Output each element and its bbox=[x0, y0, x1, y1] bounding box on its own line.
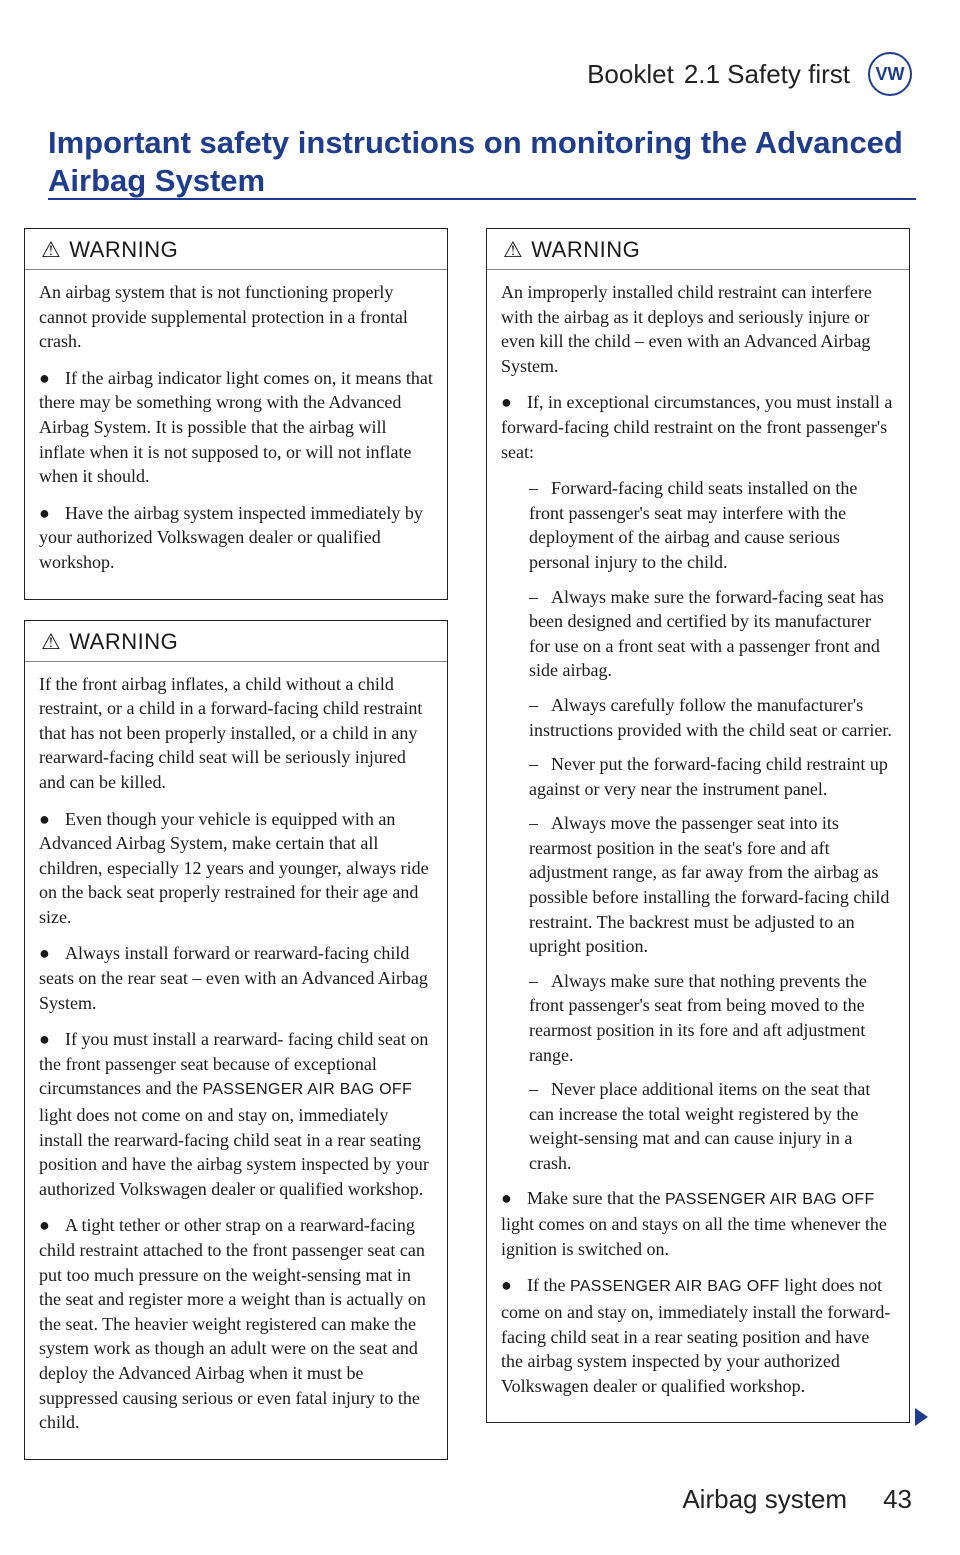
continue-arrow-icon bbox=[915, 1408, 928, 1426]
warning-intro: If the front airbag inflates, a child without a child restraint, or a child in a forward-facing child restraint that has not been properly installed, or a child in any rearward-facing child seat will be seriously injured and can be killed. bbox=[39, 673, 423, 792]
sub-item: – Always carefully follow the manufacturer's instructions provided with the child seat or carrier. bbox=[529, 694, 892, 740]
warning-heading-text: WARNING bbox=[69, 237, 179, 262]
sub-item: – Always make sure that nothing prevents the front passenger's seat from being moved to the rearmost position in its fore and aft adjustment range. bbox=[529, 970, 867, 1065]
sub-item: – Always make sure the forward-facing seat has been designed and certified by its manufacturer for use on a front seat with a passenger front and side airbag. bbox=[529, 586, 884, 681]
bullet-item: ● If you must install a rearward- facing child seat on the front passenger seat because of exceptional circumstances and the PASSENGER AIR BAG OFF light does not come on and stay on, immediately install the rearward-facing child seat in a rear seating position and have the airbag system inspected by your authorized Volkswagen dealer or qualified workshop. bbox=[39, 1029, 429, 1199]
indicator-light-name: PASSENGER AIR BAG OFF bbox=[569, 1278, 780, 1296]
warning-box-3 bbox=[486, 228, 910, 1423]
warning-heading-text: WARNING bbox=[531, 237, 641, 262]
right-column bbox=[486, 228, 910, 1443]
warning-intro: An improperly installed child restraint can interfere with the airbag as it deploys and seriously injure or even kill the child – even with an Advanced Airbag System. bbox=[501, 282, 872, 376]
bullet-item: ● A tight tether or other strap on a rearward-facing child restraint attached to the front passenger seat can put too much pressure on the weight-sensing mat in the seat and register more a weight than is actually on the seat. The heavier weight registered can make the system work as though an adult were on the seat and deploy the Advanced Airbag when it must be suppressed causing serious or even fatal injury to the child. bbox=[39, 1215, 426, 1433]
indicator-light-name: PASSENGER AIR BAG OFF bbox=[664, 1190, 875, 1208]
warning-heading bbox=[487, 229, 909, 270]
warning-triangle-icon: ⚠ bbox=[503, 237, 524, 262]
sub-item: – Always move the passenger seat into its rearmost position in the seat's fore and aft adjustment range, as far away from the airbag as possible before installing the forward-facing child restraint. The backrest must be adjusted to an upright position. bbox=[529, 813, 890, 957]
page-footer bbox=[682, 1484, 912, 1515]
bullet-item: ● If, in exceptional circumstances, you must install a forward-facing child restraint on the front passenger's seat: bbox=[501, 392, 893, 462]
warning-intro: An airbag system that is not functioning properly cannot provide supplemental protection in a frontal crash. bbox=[39, 282, 408, 352]
bullet-icon: ● bbox=[39, 1215, 50, 1236]
bullet-item: ● If the PASSENGER AIR BAG OFF light does not come on and stay on, immediately install the forward-facing child seat in a rear seating position and have the airbag system inspected by your authorized Volkswagen dealer or qualified workshop. bbox=[501, 1275, 891, 1396]
bullet-icon: ● bbox=[501, 1187, 512, 1208]
bullet-item: ● If the airbag indicator light comes on, it means that there may be something wrong with the Advanced Airbag System. It is possible that the airbag will inflate when it is not supposed to, or will not inflate when it should. bbox=[39, 367, 433, 487]
warning-heading bbox=[25, 229, 447, 270]
warning-heading bbox=[25, 621, 447, 662]
warning-box-1 bbox=[24, 228, 448, 600]
warning-triangle-icon: ⚠ bbox=[41, 628, 62, 654]
title-divider bbox=[48, 198, 916, 200]
bullet-item: ● Make sure that the PASSENGER AIR BAG OFF light comes on and stays on all the time whenever the ignition is switched on. bbox=[501, 1187, 887, 1259]
left-column bbox=[24, 228, 448, 1480]
bullet-item: ● Have the airbag system inspected immediately by your authorized Volkswagen dealer or qualified workshop. bbox=[39, 502, 423, 572]
indicator-light-name: PASSENGER AIR BAG OFF bbox=[202, 1081, 413, 1099]
bullet-icon: ● bbox=[501, 1275, 512, 1296]
page-number: 43 bbox=[883, 1484, 912, 1514]
bullet-icon: ● bbox=[39, 943, 50, 964]
bullet-item: ● Even though your vehicle is equipped with an Advanced Airbag System, make certain that all children, especially 12 years and younger, always ride on the back seat properly restrained for their age and size. bbox=[39, 808, 429, 927]
bullet-icon: ● bbox=[501, 392, 512, 413]
bullet-icon: ● bbox=[39, 1029, 50, 1050]
page-header bbox=[587, 52, 912, 96]
sub-item: – Never place additional items on the seat that can increase the total weight registered by the weight-sensing mat and can cause injury in a crash. bbox=[529, 1079, 871, 1173]
chapter-name: Airbag system bbox=[682, 1484, 848, 1514]
warning-box-2 bbox=[24, 620, 448, 1460]
bullet-icon: ● bbox=[39, 367, 50, 388]
page-title: Important safety instructions on monitoring the Advanced Airbag System bbox=[48, 125, 903, 198]
sub-item: – Forward-facing child seats installed on the front passenger's seat may interfere with the deployment of the airbag and cause serious personal injury to the child. bbox=[529, 478, 858, 572]
sub-item: – Never put the forward-facing child restraint up against or very near the instrument panel. bbox=[529, 754, 888, 799]
section-label: 2.1 Safety first bbox=[683, 58, 850, 89]
booklet-label: Booklet bbox=[587, 58, 674, 89]
warning-heading-text: WARNING bbox=[69, 628, 179, 654]
warning-triangle-icon: ⚠ bbox=[41, 237, 62, 262]
bullet-item: ● Always install forward or rearward-facing child seats on the rear seat – even with an Advanced Airbag System. bbox=[39, 943, 428, 1013]
bullet-icon: ● bbox=[39, 502, 50, 523]
bullet-icon: ● bbox=[39, 808, 50, 829]
vw-logo-icon: VW bbox=[868, 52, 912, 96]
